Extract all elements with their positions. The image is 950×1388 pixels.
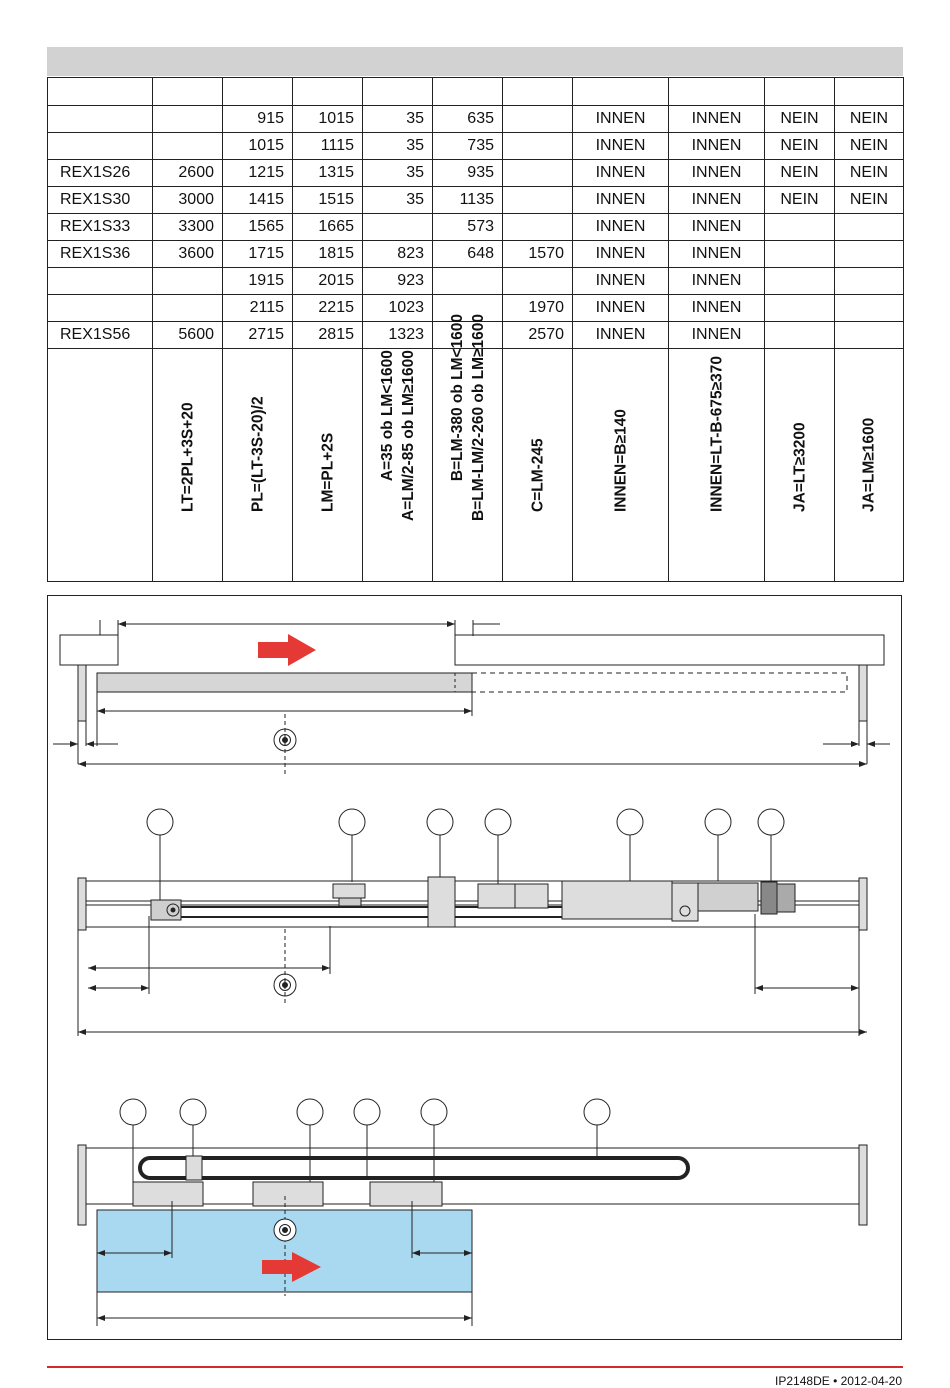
table-cell: 2715 [223, 322, 293, 349]
table-cell: 1715 [223, 241, 293, 268]
table-cell: NEIN [835, 133, 904, 160]
table-cell: INNEN [669, 106, 765, 133]
formula-text: INNEN=LT-B-675≥370 [708, 356, 725, 512]
table-cell [363, 78, 433, 106]
table-cell: 573 [433, 214, 503, 241]
formula-text: INNEN=B≥140 [612, 409, 629, 512]
table-cell: INNEN [573, 187, 669, 214]
table-cell: 1135 [433, 187, 503, 214]
table-cell: 1815 [293, 241, 363, 268]
table-cell: 1115 [293, 133, 363, 160]
table-cell: 1970 [503, 295, 573, 322]
formula-cell [433, 313, 503, 582]
formula-text: B=LM-LM/2-260 ob LM≥1600 [469, 313, 487, 521]
table-cell: INNEN [573, 241, 669, 268]
table-cell [503, 214, 573, 241]
formula-cell [503, 349, 573, 582]
formula-text: A=LM/2-85 ob LM≥1600 [399, 350, 417, 521]
table-cell: 923 [363, 268, 433, 295]
table-cell: NEIN [765, 106, 835, 133]
table-cell: INNEN [669, 268, 765, 295]
footer-rule [47, 1366, 903, 1368]
formula-cell [153, 349, 223, 582]
table-cell: 2600 [153, 160, 223, 187]
table-cell: 1665 [293, 214, 363, 241]
table-cell: 735 [433, 133, 503, 160]
table-cell [503, 187, 573, 214]
formula-text: LT=2PL+3S+20 [179, 402, 196, 512]
table-cell [765, 295, 835, 322]
carriage-leaf-drawing [78, 1099, 867, 1326]
table-cell [503, 106, 573, 133]
formula-text: JA=LM≥1600 [860, 417, 878, 512]
door-layout-drawing [53, 620, 890, 776]
table-row [48, 78, 904, 106]
table-cell [153, 106, 223, 133]
table-cell [153, 133, 223, 160]
table-cell: 3600 [153, 241, 223, 268]
table-cell [48, 268, 153, 295]
table-cell: INNEN [669, 187, 765, 214]
table-cell: INNEN [669, 160, 765, 187]
table-cell: REX1S26 [48, 160, 153, 187]
table-cell: 35 [363, 133, 433, 160]
formula-text: LM=PL+2S [319, 432, 336, 512]
table-cell [48, 78, 153, 106]
formula-cell [293, 349, 363, 582]
formula-row [48, 349, 904, 582]
table-cell: INNEN [573, 160, 669, 187]
table-cell: 1570 [503, 241, 573, 268]
table-cell [835, 322, 904, 349]
table-cell [48, 106, 153, 133]
table-cell [153, 268, 223, 295]
table-row [48, 214, 904, 241]
table-cell: 1415 [223, 187, 293, 214]
table-cell: INNEN [573, 214, 669, 241]
table-cell [669, 78, 765, 106]
table-cell: 2570 [503, 322, 573, 349]
table-cell: NEIN [835, 106, 904, 133]
table-cell: INNEN [573, 322, 669, 349]
table-cell: INNEN [573, 295, 669, 322]
table-cell: 35 [363, 160, 433, 187]
table-cell: 3300 [153, 214, 223, 241]
table-cell [503, 160, 573, 187]
table-cell [293, 78, 363, 106]
formula-text: PL=(LT-3S-20)/2 [249, 396, 266, 512]
table-cell: INNEN [669, 322, 765, 349]
table-cell [503, 78, 573, 106]
table-cell: INNEN [573, 268, 669, 295]
formula-text: B=LM-380 ob LM<1600 [448, 313, 466, 482]
table-cell [573, 78, 669, 106]
formula-cell [573, 349, 669, 582]
table-cell [765, 322, 835, 349]
arrow-right-icon [258, 634, 316, 666]
table-cell: 648 [433, 241, 503, 268]
table-cell [48, 133, 153, 160]
table-cell: NEIN [765, 160, 835, 187]
table-row [48, 268, 904, 295]
table-cell: 2815 [293, 322, 363, 349]
formula-text: JA=LT≥3200 [791, 422, 808, 512]
table-cell [153, 295, 223, 322]
table-cell: INNEN [669, 241, 765, 268]
table-cell [835, 78, 904, 106]
table-row [48, 187, 904, 214]
table-cell [433, 268, 503, 295]
table-cell: REX1S36 [48, 241, 153, 268]
table-cell: 915 [223, 106, 293, 133]
table-cell: 1015 [223, 133, 293, 160]
formula-cell [48, 349, 153, 582]
table-cell [835, 214, 904, 241]
formula-text: C=LM-245 [529, 438, 546, 512]
table-row [48, 160, 904, 187]
table-cell [835, 241, 904, 268]
drive-components-drawing [78, 809, 867, 1036]
table-cell [48, 295, 153, 322]
table-cell: 1215 [223, 160, 293, 187]
table-cell: INNEN [573, 133, 669, 160]
table-cell: 35 [363, 106, 433, 133]
table-cell: 3000 [153, 187, 223, 214]
table-cell: REX1S33 [48, 214, 153, 241]
table-cell: 1565 [223, 214, 293, 241]
table-cell [765, 78, 835, 106]
table-cell: 1015 [293, 106, 363, 133]
table-cell [765, 268, 835, 295]
table-cell: INNEN [669, 295, 765, 322]
table-cell: NEIN [835, 160, 904, 187]
diagram-frame [47, 595, 902, 1340]
table-cell: REX1S30 [48, 187, 153, 214]
table-cell: REX1S56 [48, 322, 153, 349]
table-cell: 1323 [363, 322, 433, 349]
table-cell: 1515 [293, 187, 363, 214]
formula-cell [363, 349, 433, 582]
table-cell: 1915 [223, 268, 293, 295]
table-header-band [47, 47, 903, 76]
dimension-table [47, 77, 904, 582]
table-cell [835, 268, 904, 295]
formula-cell [223, 349, 293, 582]
table-row [48, 106, 904, 133]
table-cell: 2215 [293, 295, 363, 322]
formula-text: A=35 ob LM<1600 [378, 350, 396, 482]
table-row [48, 133, 904, 160]
technical-drawing [48, 596, 903, 1341]
table-cell: 823 [363, 241, 433, 268]
table-cell: NEIN [765, 133, 835, 160]
table-cell: 35 [363, 187, 433, 214]
table-cell: NEIN [835, 187, 904, 214]
table-cell: 5600 [153, 322, 223, 349]
table-cell: 935 [433, 160, 503, 187]
table-cell [153, 78, 223, 106]
table-cell [223, 78, 293, 106]
table-cell [363, 214, 433, 241]
table-cell [835, 295, 904, 322]
table-cell: 2015 [293, 268, 363, 295]
table-row [48, 241, 904, 268]
formula-cell [765, 349, 835, 582]
table-cell [765, 241, 835, 268]
table-cell: 1023 [363, 295, 433, 322]
table-cell: INNEN [669, 214, 765, 241]
table-cell [503, 133, 573, 160]
formula-cell [835, 349, 904, 582]
table-cell [765, 214, 835, 241]
table-cell: 1315 [293, 160, 363, 187]
table-cell [503, 268, 573, 295]
table-cell [433, 78, 503, 106]
table-cell: INNEN [669, 133, 765, 160]
document-id: IP2148DE • 2012-04-20 [775, 1374, 902, 1388]
table-cell: 2115 [223, 295, 293, 322]
table-cell: 635 [433, 106, 503, 133]
table-cell: INNEN [573, 106, 669, 133]
formula-cell [669, 349, 765, 582]
table-cell: NEIN [765, 187, 835, 214]
